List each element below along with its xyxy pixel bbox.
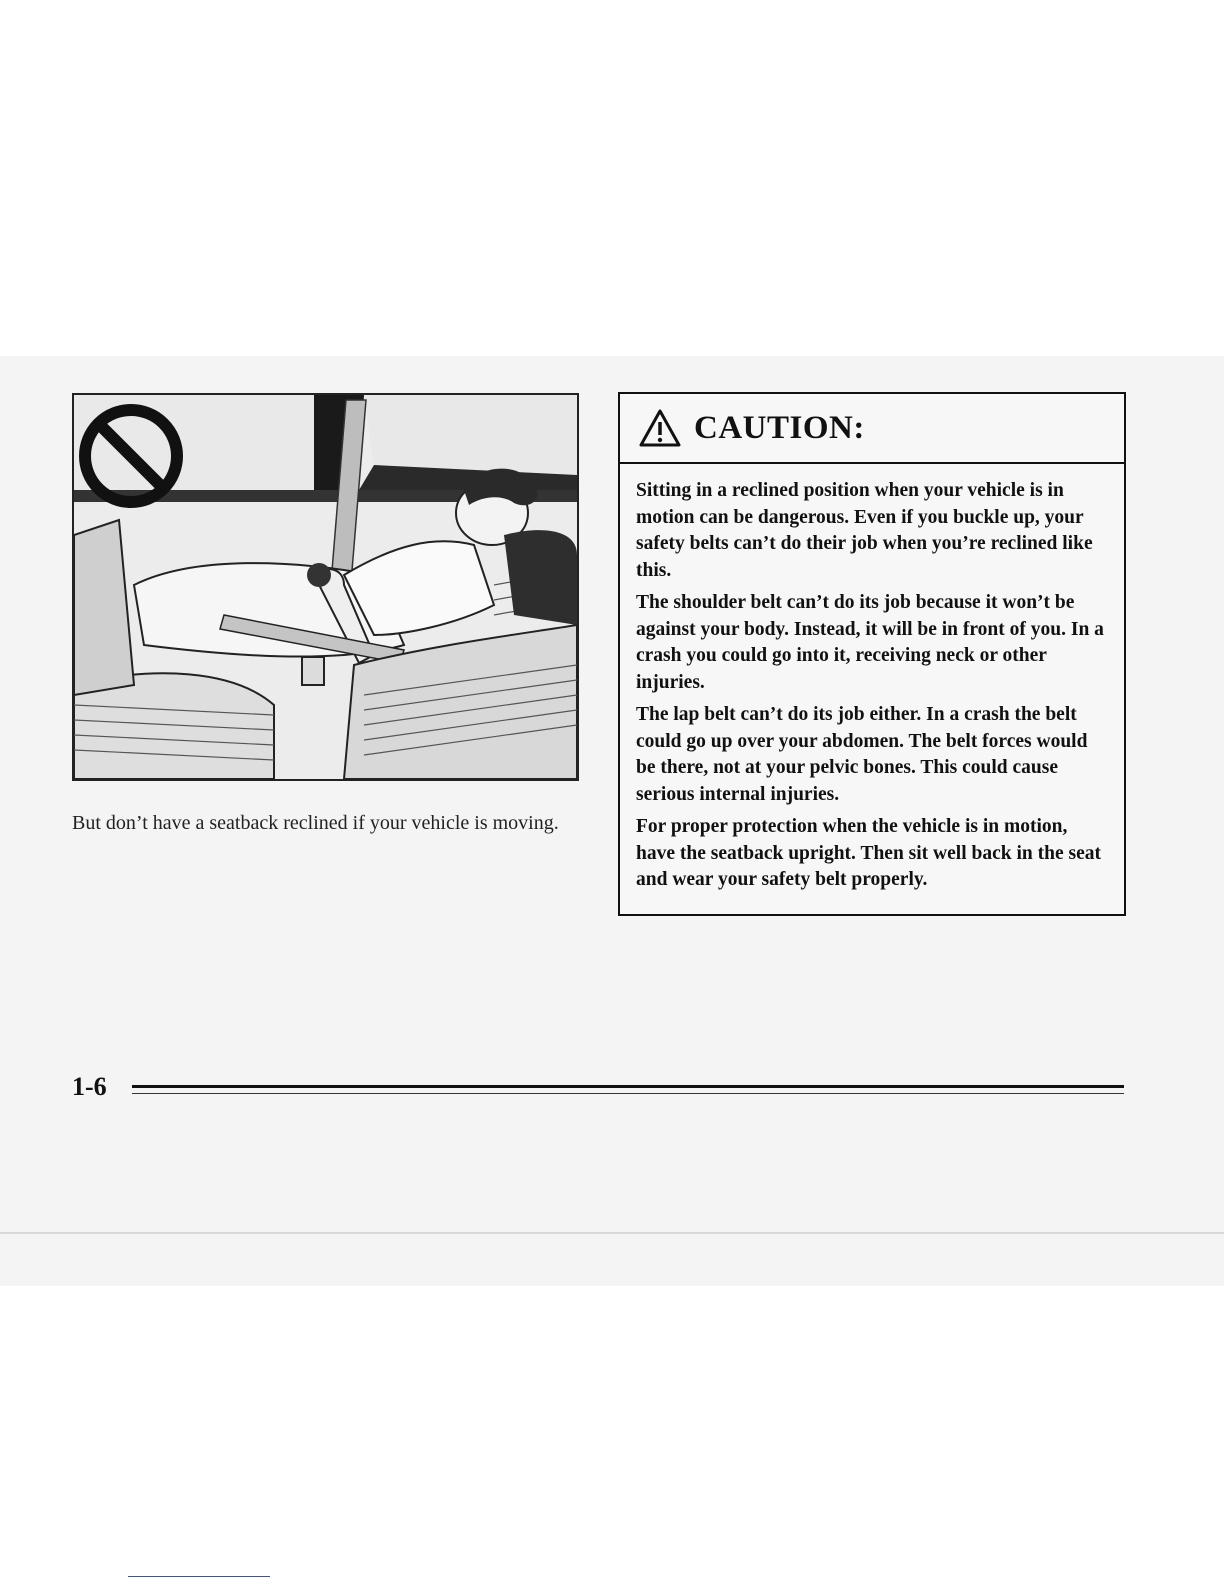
left-caption: But don’t have a seatback reclined if your vehicle is moving. [72, 812, 559, 834]
caution-paragraph: The shoulder belt can’t do its job because it won’t be against your body. Instead, it will be in front of you. In a crash you could go into it, receiving neck or other injuries. [636, 592, 1104, 693]
caution-title: CAUTION: [694, 409, 865, 446]
warning-triangle-icon [638, 408, 682, 448]
caution-body [620, 464, 1124, 894]
prohibited-sign-icon [76, 401, 186, 511]
footer-rule [132, 1085, 1124, 1088]
band-divider [0, 1232, 1224, 1234]
caution-box [618, 392, 1126, 916]
caution-paragraph: For proper protection when the vehicle is in motion, have the seatback upright. Then sit well back in the seat and wear your safety belt properly. [636, 816, 1101, 890]
footer-rule-thin [132, 1093, 1124, 1094]
caution-paragraph: Sitting in a reclined position when your vehicle is in motion can be dangerous. Even if you buckle up, your safety belts can’t do their job when you’re reclined like this. [636, 480, 1093, 581]
caution-paragraph: The lap belt can’t do its job either. In a crash the belt could go up over your abdomen. The belt forces would be there, not at your pelvic bones. This could cause serious internal injuries. [636, 704, 1088, 805]
footer-underline [128, 1576, 270, 1577]
caution-header [620, 394, 1124, 464]
page-number: 1-6 [72, 1072, 107, 1101]
reclined-seat-illustration [72, 393, 579, 781]
